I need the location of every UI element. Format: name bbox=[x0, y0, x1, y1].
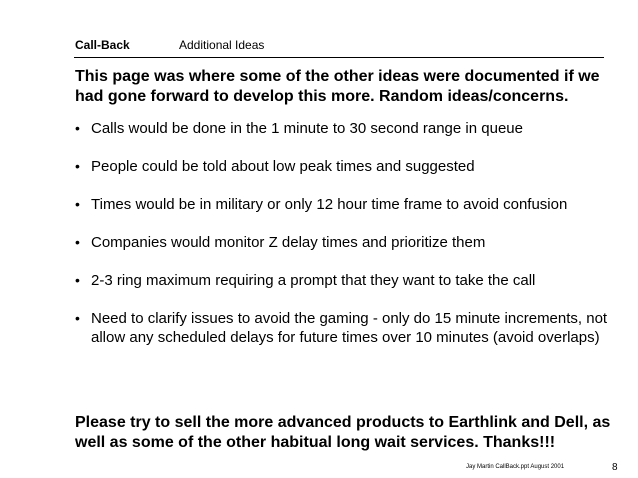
bullet-icon: • bbox=[75, 234, 80, 250]
bullet-item bbox=[75, 195, 615, 214]
bullet-text: Calls would be done in the 1 minute to 30 second range in queue bbox=[91, 120, 523, 137]
bullet-item bbox=[75, 119, 615, 138]
bullet-icon: • bbox=[75, 272, 80, 288]
header-subtitle: Additional Ideas bbox=[179, 38, 265, 52]
bullet-item bbox=[75, 309, 615, 347]
bullet-list bbox=[75, 119, 615, 366]
bullet-icon: • bbox=[75, 310, 80, 326]
bullet-item bbox=[75, 233, 615, 252]
bullet-text: Times would be in military or only 12 hour time frame to avoid confusion bbox=[91, 196, 568, 213]
bullet-text: Companies would monitor Z delay times and prioritize them bbox=[91, 234, 486, 251]
bullet-text: People could be told about low peak times and suggested bbox=[91, 158, 475, 175]
bullet-icon: • bbox=[75, 158, 80, 174]
bullet-icon: • bbox=[75, 120, 80, 136]
header-section-label: Call-Back bbox=[75, 38, 130, 52]
bullet-text: Need to clarify issues to avoid the gaming - only do 15 minute increments, not allow any scheduled delays for future times over 10 minutes (avoid overlaps) bbox=[91, 310, 608, 346]
bullet-item bbox=[75, 271, 615, 290]
closing-paragraph: Please try to sell the more advanced products to Earthlink and Dell, as well as some of the other habitual long wait services. Thanks!!! bbox=[75, 414, 611, 451]
footer-credit: Jay Martin CallBack.ppt August 2001 bbox=[466, 464, 565, 470]
bullet-item bbox=[75, 157, 615, 176]
page-number: 8 bbox=[612, 462, 618, 473]
header-divider bbox=[74, 57, 604, 58]
bullet-text: 2-3 ring maximum requiring a prompt that they want to take the call bbox=[91, 272, 536, 289]
bullet-icon: • bbox=[75, 196, 80, 212]
intro-paragraph: This page was where some of the other ideas were documented if we had gone forward to develop this more. Random ideas/concerns. bbox=[75, 68, 600, 105]
